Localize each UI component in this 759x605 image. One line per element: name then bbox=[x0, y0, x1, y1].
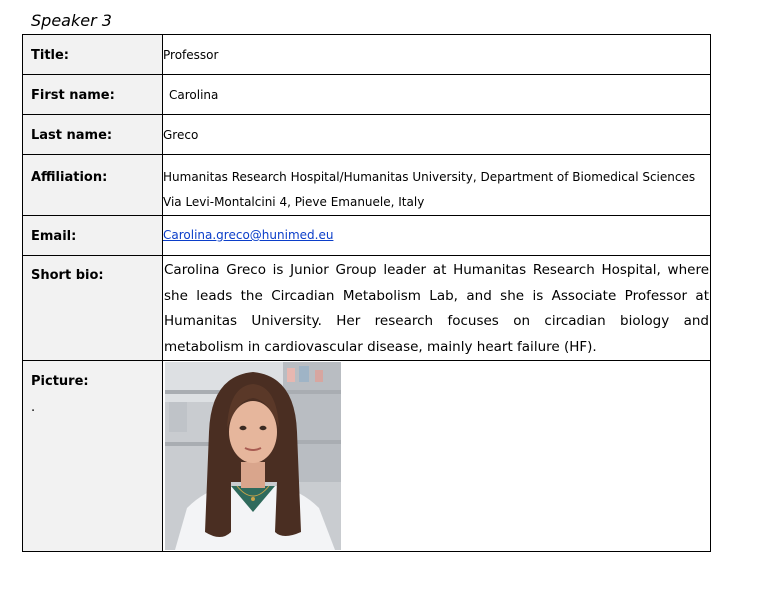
first-name-label-cell bbox=[23, 75, 163, 115]
row-last-name bbox=[23, 115, 711, 155]
last-name-label-cell bbox=[23, 115, 163, 155]
short-bio-label-cell bbox=[23, 256, 163, 361]
speaker-heading: Speaker 3 bbox=[31, 11, 112, 30]
email-label: Email: bbox=[31, 229, 77, 244]
affiliation-label: Affiliation: bbox=[31, 170, 108, 185]
picture-label-cell bbox=[23, 361, 163, 552]
title-value-cell bbox=[163, 35, 711, 75]
first-name-value: Carolina bbox=[169, 88, 219, 102]
email-link[interactable]: Carolina.greco@hunimed.eu bbox=[163, 228, 334, 242]
affiliation-value-cell bbox=[163, 155, 711, 216]
picture-value-cell bbox=[163, 361, 711, 552]
last-name-value: Greco bbox=[163, 128, 199, 142]
title-label-cell bbox=[23, 35, 163, 75]
first-name-label: First name: bbox=[31, 88, 115, 103]
row-affiliation bbox=[23, 155, 711, 216]
affiliation-value: Humanitas Research Hospital/Humanitas University, Department of Biomedical Sciences Via Levi-Montalcini 4, Pieve Emanuele, Italy bbox=[163, 170, 696, 209]
picture-label: Picture: bbox=[31, 374, 89, 389]
row-short-bio bbox=[23, 256, 711, 361]
row-email bbox=[23, 216, 711, 256]
title-label: Title: bbox=[31, 48, 70, 63]
speaker-photo bbox=[165, 362, 341, 550]
speaker-table bbox=[22, 34, 711, 552]
email-label-cell bbox=[23, 216, 163, 256]
picture-note: . bbox=[31, 400, 36, 415]
short-bio-value-cell bbox=[163, 256, 711, 361]
short-bio-text: Carolina Greco is Junior Group leader at Humanitas Research Hospital, where she leads the Circadian Metabolism Lab, and she is Associate Professor at Humanitas University. Her research focuses on circadian biology and metabolism in cardiovascular disease, mainly heart failure (HF). bbox=[164, 262, 709, 355]
last-name-value-cell bbox=[163, 115, 711, 155]
row-picture bbox=[23, 361, 711, 552]
first-name-value-cell bbox=[163, 75, 711, 115]
row-title bbox=[23, 35, 711, 75]
last-name-label: Last name: bbox=[31, 128, 113, 143]
email-value-cell bbox=[163, 216, 711, 256]
row-first-name bbox=[23, 75, 711, 115]
affiliation-label-cell bbox=[23, 155, 163, 216]
title-value: Professor bbox=[163, 48, 219, 62]
short-bio-label: Short bio: bbox=[31, 268, 104, 283]
